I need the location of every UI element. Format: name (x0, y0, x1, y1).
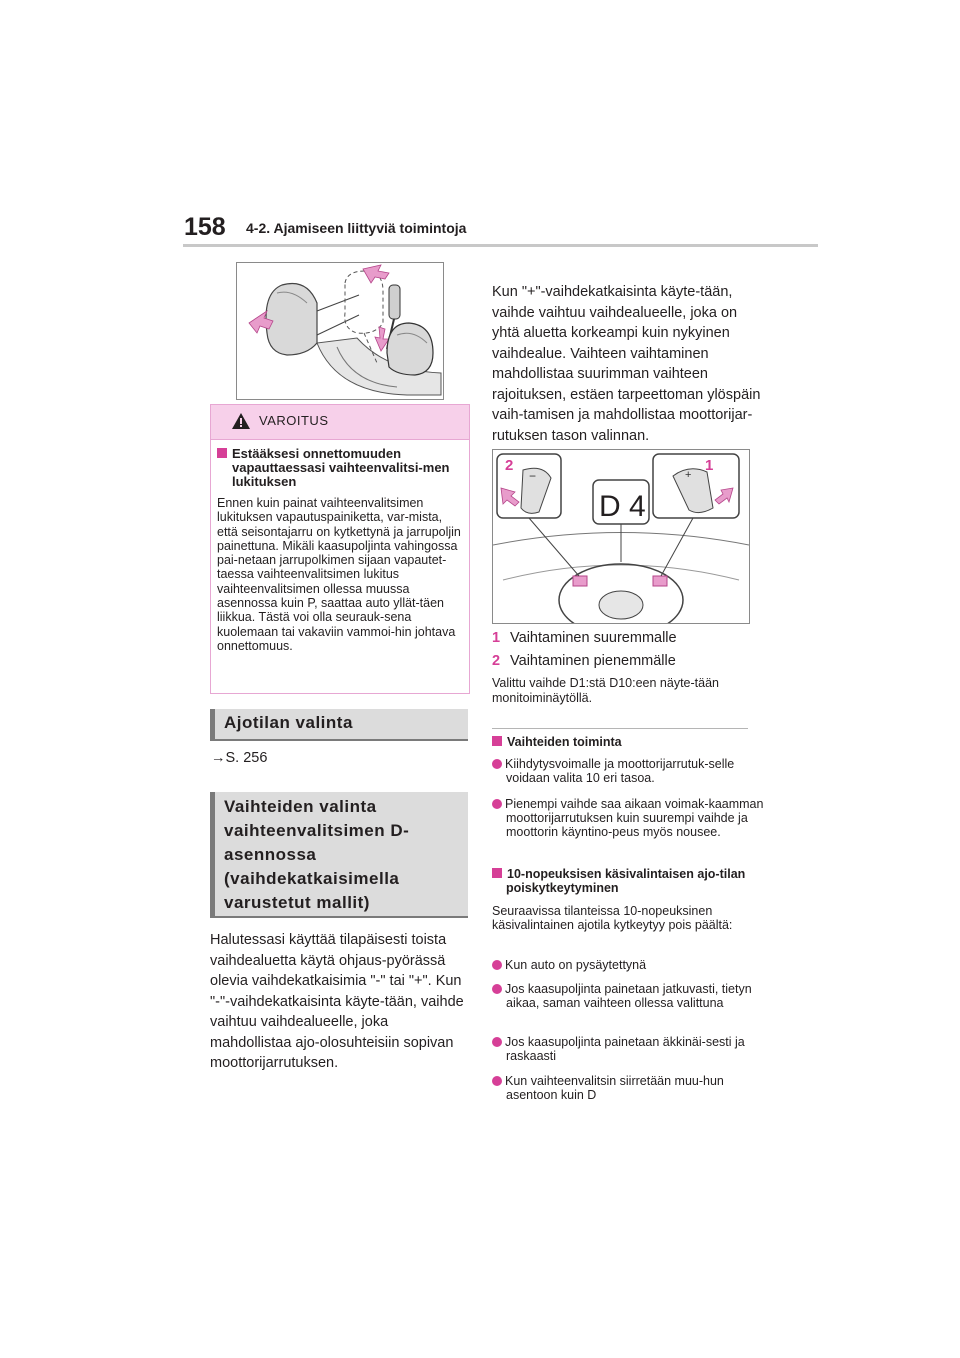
legend-item (492, 651, 676, 671)
note-bullet-text: Kun vaihteenvalitsin siirretään muu-hun asentoon kuin D (505, 1074, 724, 1102)
legend-number: 1 (492, 630, 501, 646)
note-bullet-text: Kiihdytysvoimalle ja moottorijarrutuk-selle voidaan valita 10 eri tasoa. (505, 757, 735, 785)
figure-caption: Valittu vaihde D1:stä D10:een näyte-tään monitoiminäytöllä. (492, 676, 719, 705)
note-heading-text: 10-nopeuksisen käsivalintaisen ajo-tilan poiskytkeytyminen (506, 867, 746, 895)
body-paragraph-right: Kun "+"-vaihdekatkaisinta käyte-tään, vaihde vaihtuu vaihdealueelle, joka on yhtä aluetta korkeampi kuin nykyinen vaihdealue. Vaihteen vaihtaminen mahdollistaa suurimman vaihteen rajoituksen, estäen tarpeettoman ylöspäin vaih-tamisen ja mahdollistaa moottorijar-rutuksen tason valinnan. (492, 284, 761, 444)
page-number: 158 (184, 213, 226, 241)
square-bullet-icon (492, 868, 502, 878)
minus-symbol: − (529, 469, 537, 483)
note-heading (492, 867, 766, 895)
legend-item (492, 628, 677, 648)
notes-divider (492, 728, 748, 729)
round-bullet-icon (492, 984, 502, 994)
round-bullet-icon (492, 960, 502, 970)
note-bullet (492, 757, 766, 785)
label-1: 1 (705, 457, 714, 474)
warning-box (210, 404, 470, 694)
note-heading-text: Vaihteiden toiminta (507, 735, 622, 749)
square-bullet-icon (492, 736, 502, 746)
header-divider (183, 244, 818, 247)
warning-header (211, 405, 469, 440)
steering-wheel-paddles-illustration (492, 449, 750, 624)
warning-title: VAROITUS (259, 413, 329, 428)
note-bullet-text: Kun auto on pysäytettynä (505, 958, 647, 972)
note-bullet-text: Pienempi vaihde saa aikaan voimak-kaamman moottorijarrutuksen kuin suurempi vaihde ja moottorin käyntino-peus myös nousee. (505, 797, 764, 839)
round-bullet-icon (492, 759, 502, 769)
legend-text: Vaihtaminen suuremmalle (510, 630, 677, 646)
plus-symbol: + (685, 469, 692, 481)
gear-display: D 4 (599, 490, 646, 523)
section-heading-text: Ajotilan valinta (224, 713, 353, 732)
section-heading-text: Vaihteiden valinta vaihteenvalitsimen D-asennossa (vaihdekatkaisimella varustetut mallit) (224, 797, 410, 912)
round-bullet-icon (492, 1076, 502, 1086)
note-bullet (492, 958, 766, 972)
warning-subheading (217, 447, 462, 489)
legend-text: Vaihtaminen pienemmälle (510, 653, 676, 669)
section-heading-ajotila (210, 709, 468, 741)
round-bullet-icon (492, 799, 502, 809)
note-paragraph: Seuraavissa tilanteissa 10-nopeuksinen käsivalintainen ajotila kytkeytyy pois päältä: (492, 904, 733, 932)
note-bullet-text: Jos kaasupoljinta painetaan jatkuvasti, tietyn aikaa, saman vaihteen ollessa valittuna (505, 982, 752, 1010)
square-bullet-icon (217, 448, 227, 458)
note-bullet-text: Jos kaasupoljinta painetaan äkkinäi-sesti ja raskaasti (505, 1035, 745, 1063)
chapter-title: 4-2. Ajamiseen liittyviä toimintoja (246, 220, 467, 236)
warning-body: Ennen kuin painat vaihteenvalitsimen lukituksen vapautuspainiketta, var-mista, että seisontajarru on kytkettynä ja jarrupoljin painettuna. Mikäli kaasupoljinta vahingossa pai-netaan jarrupolkimen sijaan vapautet-taessa vaihteenvalitsimen lukitus vaihteenvalitsimen ollessa muussa asennossa kuin P, saattaa auto yllät-täen liikkua. Tästä voi olla seurauk-sena kuolemaan tai vakaviin vammoi-hin johtava onnettomuus. (217, 496, 461, 653)
note-heading (492, 735, 752, 749)
warning-triangle-icon (231, 412, 251, 430)
legend-number: 2 (492, 653, 501, 669)
body-paragraph: Halutessasi käyttää tilapäisesti toista vaihdealuetta käytä ohjaus-pyörässä olevia vaihdekatkaisimia "-" tai "+". Kun "-"-vaihdekatkaisinta käyte-tään, vaihde vaihtuu vaihdealueelle, joka mahdollistaa ajo-olosuhteisiin sopivan moottorijarrutuksen. (210, 932, 464, 1071)
warning-subheading-text: Estääksesi onnettomuuden vapauttaessasi vaihteenvalitsi-men lukituksen (232, 446, 450, 489)
note-bullet (492, 1035, 766, 1063)
section-heading-vaihteet (210, 792, 468, 918)
round-bullet-icon (492, 1037, 502, 1047)
note-bullet (492, 982, 766, 1010)
page-reference: →S. 256 (211, 750, 268, 766)
shift-lever-illustration (236, 262, 444, 400)
note-bullet (492, 1074, 766, 1102)
note-bullet (492, 797, 766, 839)
label-2: 2 (505, 457, 514, 474)
